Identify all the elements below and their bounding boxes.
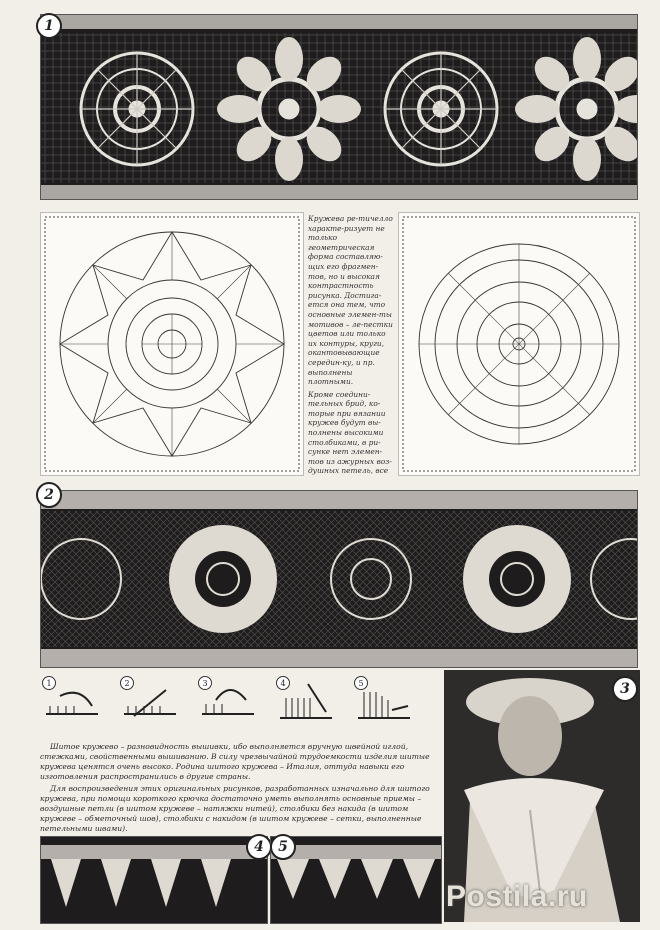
lace-edging-4-photo <box>40 836 268 924</box>
figure-number-badge-4: 4 <box>246 834 272 860</box>
figure-number-badge-1: 1 <box>36 13 62 39</box>
lace-edging-4-illustration <box>41 837 267 923</box>
step-number-4: 4 <box>276 676 290 690</box>
step-number-2: 2 <box>120 676 134 690</box>
side-text-paragraph-1: Кружева ре-тичелло характе-ризует не только геометрическая форма составляю-щих его фрагмен-тов, но и высокая контрастность рисунка. Достига-ется она тем, что основные элемен-ты мотивов – ле-пестки цветов или только их контуры, круги, окантовывающие середин-ку, и пр. выполнены плотными. <box>308 214 393 387</box>
stitch-step-4 <box>274 676 338 732</box>
crochet-chart-left-diagram <box>41 213 303 475</box>
step-number-1: 1 <box>42 676 56 690</box>
body-paragraph-2: Для воспроизведения этих оригинальных рисунков, разработанных изначально для шитого кружева, при помощи короткого крючка достаточно уметь выполнять основные приемы – воздушные петли (в шитом кружеве – натяжки нитей), столбики без накида (в шитом кружеве – обметочный шов), столбики с накидом (в шитом кружеве – сетки, выполненные петельными швами). <box>40 784 430 833</box>
side-text-paragraph-2: Кроме соедини-тельных брид, ко-торые при вязании кружев будут вы-полнены высокими столбиками, в ри-сунке нет элемен-тов из ажурных воз-душных петель, все <box>308 389 392 476</box>
article-body-text <box>40 742 440 834</box>
figure-number-badge-2: 2 <box>36 482 62 508</box>
stitch-step-1 <box>40 676 104 732</box>
lace-band-1-illustration <box>41 15 637 199</box>
stitch-step-5 <box>352 676 416 732</box>
lace-band-2-illustration <box>41 491 637 667</box>
stitch-step-2 <box>118 676 182 732</box>
lace-band-2-photo <box>40 490 638 668</box>
lace-band-1-photo <box>40 14 638 200</box>
figure-number-badge-5: 5 <box>270 834 296 860</box>
stitch-step-3 <box>196 676 260 732</box>
step-number-5: 5 <box>354 676 368 690</box>
site-watermark: Postila.ru <box>446 880 588 913</box>
crochet-chart-left <box>40 212 304 476</box>
crochet-chart-right-diagram <box>399 213 639 475</box>
lace-edging-5-illustration <box>271 837 441 923</box>
body-paragraph-1: Шитое кружево – разновидность вышивки, ибо выполняется вручную швейной иглой, стежками, свойственными вышиванию. В силу чрезвычайной трудоемкости изделия шитые кружева ценятся очень высоко. Родина шитого кружева – Италия, оттуда навыки его изготовления распространились в другие страны. <box>40 742 430 781</box>
figure-number-badge-3: 3 <box>612 676 638 702</box>
description-side-text <box>308 214 396 476</box>
crochet-chart-right <box>398 212 640 476</box>
step-number-3: 3 <box>198 676 212 690</box>
